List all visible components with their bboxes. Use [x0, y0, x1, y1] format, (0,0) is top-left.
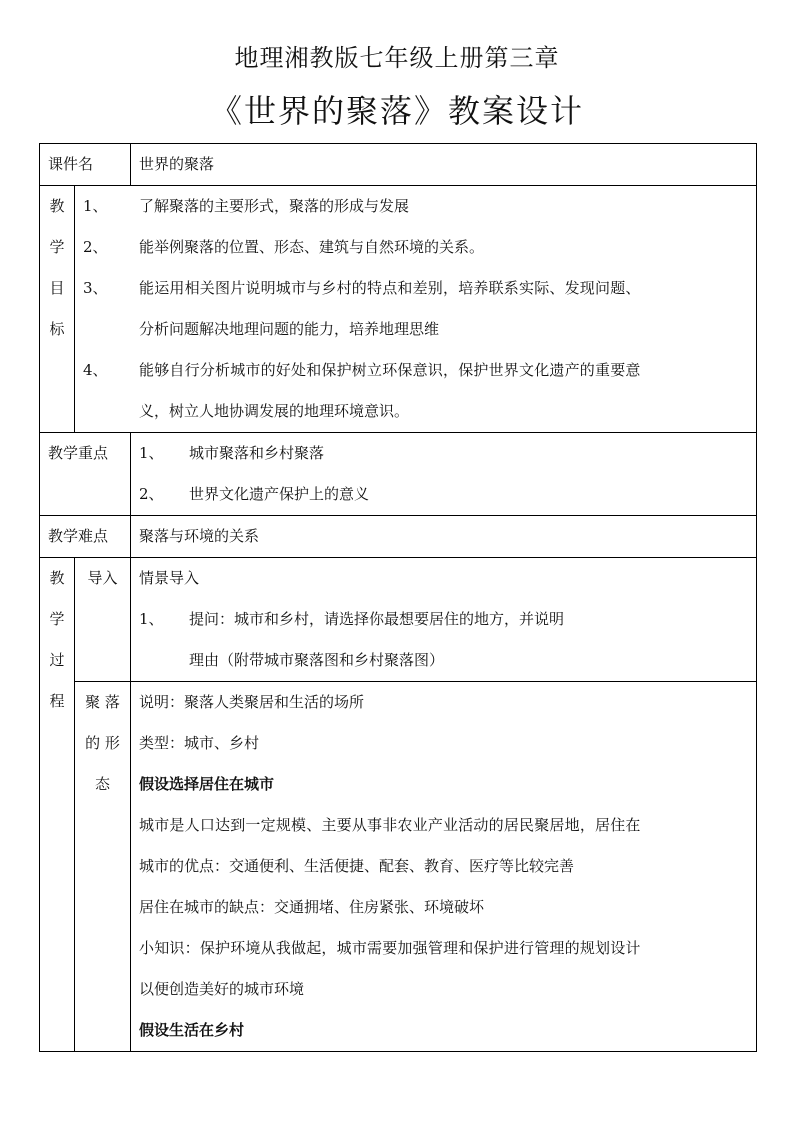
forms-label-cell	[75, 682, 131, 1052]
course-name-label: 课件名	[48, 155, 94, 173]
key-point-text: 世界文化遗产保护上的意义	[189, 485, 370, 503]
forms-paragraph: 类型：城市、乡村	[139, 734, 260, 752]
difficulty-row	[40, 516, 757, 558]
forms-paragraph: 以便创造美好的城市环境	[139, 980, 305, 998]
objectives-label-cell	[40, 186, 75, 433]
key-points-content-cell	[131, 433, 757, 516]
process-label-char: 过	[49, 651, 65, 669]
forms-label-line: 态	[95, 775, 111, 793]
intro-question-text: 理由（附带城市聚落图和乡村聚落图）	[189, 651, 445, 669]
document-subtitle: 地理湘教版七年级上册第三章	[234, 44, 560, 72]
objective-text: 能举例聚落的位置、形态、建筑与自然环境的关系。	[139, 238, 485, 256]
difficulty-label-cell	[40, 516, 131, 558]
forms-paragraph: 城市是人口达到一定规模、主要从事非农业产业活动的居民聚居地，居住在	[139, 816, 641, 834]
intro-question-text: 提问：城市和乡村，请选择你最想要居住的地方，并说明	[189, 610, 565, 628]
forms-label-line: 的 形	[85, 734, 120, 752]
objectives-label-char: 目	[49, 279, 65, 297]
course-name-value-cell	[131, 144, 757, 186]
key-points-row	[40, 433, 757, 516]
intro-number: 1、	[139, 610, 164, 628]
key-points-label: 教学重点	[48, 444, 109, 462]
intro-heading: 情景导入	[139, 569, 200, 587]
difficulty-content-cell	[131, 516, 757, 558]
objective-item-continued	[75, 309, 756, 350]
objective-number: 4、	[83, 361, 108, 379]
intro-question-continued	[131, 640, 756, 681]
course-name-value: 世界的聚落	[139, 155, 215, 173]
key-point-item	[131, 474, 756, 515]
objective-text: 能够自行分析城市的好处和保护树立环保意识，保护世界文化遗产的重要意	[139, 361, 641, 379]
key-point-item	[131, 433, 756, 474]
key-point-number: 1、	[139, 444, 164, 462]
forms-heading-city: 假设选择居住在城市	[139, 775, 275, 793]
course-name-row	[40, 144, 757, 186]
intro-question	[131, 599, 756, 640]
objective-item	[75, 350, 756, 391]
objective-item-continued	[75, 391, 756, 432]
objective-item	[75, 227, 756, 268]
process-forms-row	[40, 682, 757, 1052]
objectives-label-char: 教	[49, 197, 65, 215]
objectives-label-char: 标	[49, 320, 65, 338]
process-label-cell	[40, 558, 75, 1052]
objectives-row	[40, 186, 757, 433]
intro-content-cell	[131, 558, 757, 682]
intro-label-cell	[75, 558, 131, 682]
objective-text: 能运用相关图片说明城市与乡村的特点和差别，培养联系实际、发现问题、	[139, 279, 641, 297]
process-intro-row	[40, 558, 757, 682]
lesson-plan-table	[39, 143, 757, 1052]
objective-number: 2、	[83, 238, 108, 256]
objectives-label-char: 学	[49, 238, 65, 256]
process-label-char: 程	[49, 692, 65, 710]
process-label-char: 学	[49, 610, 65, 628]
forms-paragraph: 居住在城市的缺点：交通拥堵、住房紧张、环境破坏	[139, 898, 485, 916]
forms-label-line: 聚 落	[85, 693, 120, 711]
forms-heading-village: 假设生活在乡村	[139, 1021, 245, 1039]
document-title: 《世界的聚落》教案设计	[209, 92, 584, 130]
objective-number: 1、	[83, 197, 108, 215]
key-points-label-cell	[40, 433, 131, 516]
forms-paragraph: 城市的优点：交通便利、生活便捷、配套、教育、医疗等比较完善	[139, 857, 575, 875]
objective-item	[75, 268, 756, 309]
process-label-char: 教	[49, 569, 65, 587]
forms-paragraph: 小知识：保护环境从我做起，城市需要加强管理和保护进行管理的规划设计	[139, 939, 641, 957]
course-name-label-cell	[40, 144, 131, 186]
objective-item	[75, 186, 756, 227]
difficulty-label: 教学难点	[48, 527, 109, 545]
objectives-content-cell	[75, 186, 757, 433]
objective-text: 分析问题解决地理问题的能力，培养地理思维	[139, 320, 440, 338]
key-point-text: 城市聚落和乡村聚落	[189, 444, 325, 462]
objective-text: 了解聚落的主要形式，聚落的形成与发展	[139, 197, 410, 215]
objective-number: 3、	[83, 279, 108, 297]
forms-content-cell	[131, 682, 757, 1052]
difficulty-value: 聚落与环境的关系	[139, 527, 260, 545]
objective-text: 义，树立人地协调发展的地理环境意识。	[139, 402, 410, 420]
forms-paragraph: 说明：聚落人类聚居和生活的场所	[139, 693, 365, 711]
key-point-number: 2、	[139, 485, 164, 503]
intro-label: 导入	[87, 569, 118, 587]
